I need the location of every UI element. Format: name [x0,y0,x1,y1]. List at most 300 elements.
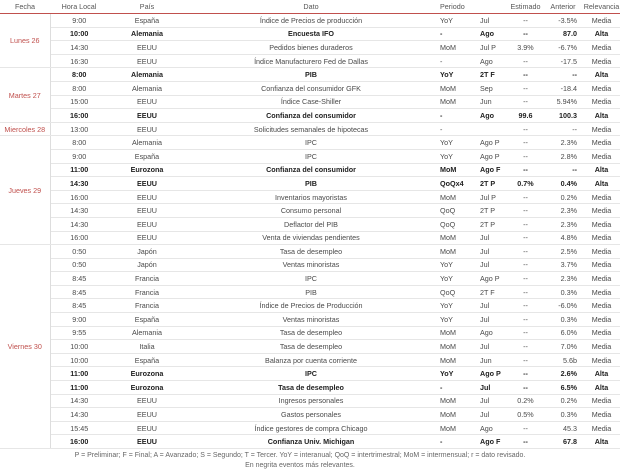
cell-hora: 15:00 [50,95,108,109]
table-row [0,217,620,231]
cell-periodo-ref [478,122,508,136]
table-row [0,163,620,177]
table-row [0,136,620,150]
cell-anterior: 5.94% [543,95,583,109]
cell-dato: Tasa de desempleo [186,245,436,259]
cell-periodo-ref: Jul [478,14,508,28]
cell-anterior: -- [543,122,583,136]
cell-hora: 11:00 [50,163,108,177]
cell-periodo: MoM [436,353,478,367]
cell-estimado: 0.7% [508,177,543,191]
cell-periodo: - [436,109,478,123]
cell-periodo-ref: Ago F [478,163,508,177]
cell-estimado: -- [508,204,543,218]
cell-estimado: -- [508,190,543,204]
cell-pais: Alemania [108,326,186,340]
table-row [0,408,620,422]
cell-relevancia: Media [583,272,620,286]
day-label: Viernes 30 [0,245,50,449]
cell-pais: EEUU [108,190,186,204]
cell-dato: Índice de Precios de producción [186,14,436,28]
table-row [0,122,620,136]
cell-periodo-ref: Sep [478,81,508,95]
cell-anterior: 0.2% [543,394,583,408]
cell-periodo: MoM [436,408,478,422]
cell-hora: 15:45 [50,421,108,435]
cell-dato: Índice Case-Shiller [186,95,436,109]
table-row [0,27,620,41]
cell-anterior: 3.7% [543,258,583,272]
cell-hora: 14:30 [50,41,108,55]
footnote-bold-note: En negrita eventos más relevantes. [0,461,600,470]
cell-estimado: -- [508,27,543,41]
cell-periodo: MoM [436,95,478,109]
table-row [0,326,620,340]
cell-anterior: 87.0 [543,27,583,41]
cell-periodo: QoQx4 [436,177,478,191]
cell-periodo: QoQ [436,204,478,218]
cell-periodo: MoM [436,41,478,55]
cell-periodo: - [436,27,478,41]
cell-relevancia: Media [583,340,620,354]
cell-estimado: -- [508,353,543,367]
cell-periodo-ref: Jul [478,245,508,259]
cell-periodo-ref: Jul [478,313,508,327]
cell-anterior: -6.7% [543,41,583,55]
cell-pais: EEUU [108,95,186,109]
cell-periodo: YoY [436,149,478,163]
table-row [0,204,620,218]
cell-hora: 8:00 [50,68,108,82]
cell-periodo-ref: Jul [478,408,508,422]
cell-dato: Confianza del consumidor [186,109,436,123]
cell-hora: 16:00 [50,109,108,123]
cell-relevancia: Media [583,408,620,422]
cell-periodo: YoY [436,136,478,150]
cell-dato: Ventas minoristas [186,313,436,327]
cell-anterior: 100.3 [543,109,583,123]
day-label: Lunes 26 [0,14,50,68]
cell-pais: España [108,149,186,163]
cell-anterior: 0.3% [543,408,583,422]
cell-hora: 8:00 [50,81,108,95]
cell-pais: Francia [108,299,186,313]
cell-estimado: -- [508,217,543,231]
cell-periodo-ref: Ago F [478,435,508,449]
header-periodo: Periodo [436,0,508,14]
cell-pais: España [108,14,186,28]
table-row [0,190,620,204]
cell-pais: EEUU [108,41,186,55]
table-row [0,353,620,367]
cell-relevancia: Alta [583,27,620,41]
cell-hora: 9:55 [50,326,108,340]
cell-estimado: -- [508,95,543,109]
cell-periodo-ref: Ago P [478,367,508,381]
cell-hora: 0:50 [50,245,108,259]
table-row [0,313,620,327]
cell-hora: 16:00 [50,190,108,204]
day-label: Martes 27 [0,68,50,122]
cell-periodo-ref: 2T P [478,177,508,191]
cell-dato: Confianza Univ. Michigan [186,435,436,449]
cell-pais: EEUU [108,54,186,68]
table-row [0,54,620,68]
cell-pais: EEUU [108,204,186,218]
cell-hora: 8:45 [50,285,108,299]
cell-estimado: -- [508,272,543,286]
cell-periodo-ref: 2T P [478,204,508,218]
cell-relevancia: Media [583,136,620,150]
cell-periodo: YoY [436,299,478,313]
cell-pais: Francia [108,272,186,286]
day-label: Jueves 29 [0,136,50,245]
cell-anterior: 5.6b [543,353,583,367]
cell-pais: EEUU [108,435,186,449]
table-row [0,394,620,408]
cell-periodo: MoM [436,163,478,177]
cell-anterior: 2.3% [543,204,583,218]
cell-anterior: 7.0% [543,340,583,354]
cell-dato: Tasa de desempleo [186,381,436,395]
cell-hora: 14:30 [50,394,108,408]
cell-relevancia: Media [583,299,620,313]
cell-hora: 16:00 [50,231,108,245]
cell-relevancia: Alta [583,177,620,191]
cell-periodo-ref: Jul P [478,190,508,204]
cell-periodo-ref: Jul [478,394,508,408]
cell-periodo: YoY [436,313,478,327]
cell-pais: Alemania [108,68,186,82]
cell-hora: 8:45 [50,272,108,286]
table-row [0,340,620,354]
cell-anterior: 2.3% [543,217,583,231]
cell-anterior: -- [543,68,583,82]
cell-anterior: 2.6% [543,367,583,381]
table-header [0,0,620,14]
cell-relevancia: Alta [583,109,620,123]
cell-periodo-ref: Ago [478,27,508,41]
cell-anterior: 0.4% [543,177,583,191]
cell-periodo: MoM [436,231,478,245]
cell-pais: Japón [108,245,186,259]
cell-estimado: -- [508,245,543,259]
cell-relevancia: Alta [583,163,620,177]
cell-estimado: -- [508,340,543,354]
cell-relevancia: Alta [583,367,620,381]
table-row [0,272,620,286]
cell-hora: 8:00 [50,136,108,150]
cell-dato: Gastos personales [186,408,436,422]
cell-periodo: YoY [436,68,478,82]
cell-estimado: -- [508,313,543,327]
cell-periodo: YoY [436,367,478,381]
cell-pais: Japón [108,258,186,272]
cell-periodo-ref: Jul [478,299,508,313]
cell-pais: España [108,313,186,327]
cell-dato: Índice Manufacturero Fed de Dallas [186,54,436,68]
cell-periodo-ref: Jul [478,231,508,245]
cell-periodo-ref: Jul P [478,41,508,55]
cell-anterior: 2.3% [543,272,583,286]
cell-periodo-ref: 2T F [478,285,508,299]
cell-dato: Consumo personal [186,204,436,218]
cell-hora: 10:00 [50,340,108,354]
cell-periodo-ref: Jun [478,95,508,109]
cell-pais: EEUU [108,421,186,435]
cell-pais: Alemania [108,136,186,150]
cell-estimado: -- [508,299,543,313]
cell-periodo-ref: Jul [478,258,508,272]
cell-anterior: -- [543,163,583,177]
header-hora: Hora Local [50,0,108,14]
cell-estimado: -- [508,136,543,150]
cell-anterior: 6.0% [543,326,583,340]
header-pais: País [108,0,186,14]
cell-dato: Encuesta IFO [186,27,436,41]
cell-dato: PIB [186,177,436,191]
cell-periodo-ref: Ago P [478,272,508,286]
cell-relevancia: Media [583,285,620,299]
cell-dato: Venta de viviendas pendientes [186,231,436,245]
cell-hora: 14:30 [50,217,108,231]
cell-periodo: MoM [436,326,478,340]
cell-pais: Eurozona [108,381,186,395]
cell-periodo-ref: Jul [478,381,508,395]
cell-periodo: - [436,435,478,449]
header-fecha: Fecha [0,0,50,14]
cell-dato: PIB [186,68,436,82]
cell-estimado: 99.6 [508,109,543,123]
cell-anterior: 2.3% [543,136,583,150]
table-row [0,381,620,395]
cell-dato: IPC [186,367,436,381]
table-row [0,285,620,299]
cell-estimado: -- [508,122,543,136]
cell-anterior: 2.8% [543,149,583,163]
table-row [0,109,620,123]
cell-periodo: MoM [436,81,478,95]
cell-pais: EEUU [108,231,186,245]
cell-estimado: -- [508,231,543,245]
cell-periodo: MoM [436,340,478,354]
cell-periodo-ref: Jun [478,353,508,367]
cell-relevancia: Media [583,190,620,204]
cell-dato: IPC [186,272,436,286]
cell-estimado: -- [508,435,543,449]
cell-estimado: -- [508,421,543,435]
cell-estimado: 0.5% [508,408,543,422]
cell-dato: Deflactor del PIB [186,217,436,231]
cell-dato: Balanza por cuenta corriente [186,353,436,367]
table-body [0,14,620,449]
cell-periodo-ref: Ago P [478,149,508,163]
cell-hora: 8:45 [50,299,108,313]
cell-anterior: 45.3 [543,421,583,435]
cell-hora: 9:00 [50,14,108,28]
cell-periodo: YoY [436,14,478,28]
cell-periodo-ref: Ago P [478,136,508,150]
cell-periodo: MoM [436,421,478,435]
cell-dato: Tasa de desempleo [186,340,436,354]
cell-relevancia: Media [583,326,620,340]
cell-pais: Alemania [108,81,186,95]
cell-anterior: -18.4 [543,81,583,95]
cell-dato: Ingresos personales [186,394,436,408]
cell-relevancia: Media [583,313,620,327]
cell-hora: 9:00 [50,149,108,163]
table-row [0,41,620,55]
cell-dato: IPC [186,136,436,150]
cell-anterior: 67.8 [543,435,583,449]
cell-relevancia: Media [583,41,620,55]
cell-hora: 10:00 [50,27,108,41]
cell-relevancia: Media [583,204,620,218]
cell-estimado: 3.9% [508,41,543,55]
cell-periodo-ref: Ago [478,421,508,435]
cell-estimado: -- [508,149,543,163]
cell-anterior: -3.5% [543,14,583,28]
cell-periodo-ref: 2T P [478,217,508,231]
footnote [0,449,600,470]
cell-pais: España [108,353,186,367]
cell-pais: Francia [108,285,186,299]
cell-hora: 14:30 [50,177,108,191]
table-row [0,177,620,191]
cell-pais: EEUU [108,122,186,136]
cell-relevancia: Media [583,14,620,28]
table-row [0,149,620,163]
header-estimado: Estimado [508,0,543,14]
cell-hora: 0:50 [50,258,108,272]
cell-estimado: -- [508,258,543,272]
cell-relevancia: Alta [583,435,620,449]
cell-periodo: YoY [436,272,478,286]
header-relevancia: Relevancia [583,0,620,14]
cell-hora: 14:30 [50,408,108,422]
cell-estimado: -- [508,54,543,68]
cell-dato: Índice de Precios de Producción [186,299,436,313]
table-row [0,231,620,245]
cell-hora: 10:00 [50,353,108,367]
cell-anterior: 4.8% [543,231,583,245]
cell-pais: Eurozona [108,367,186,381]
cell-relevancia: Media [583,231,620,245]
cell-estimado: -- [508,326,543,340]
cell-estimado: -- [508,81,543,95]
table-row [0,299,620,313]
cell-relevancia: Media [583,54,620,68]
cell-anterior: 2.5% [543,245,583,259]
header-anterior: Anterior [543,0,583,14]
cell-pais: EEUU [108,217,186,231]
cell-pais: EEUU [108,408,186,422]
cell-relevancia: Media [583,95,620,109]
cell-periodo-ref: Ago [478,54,508,68]
cell-pais: Italia [108,340,186,354]
cell-periodo-ref: 2T F [478,68,508,82]
cell-dato: Confianza del consumidor [186,163,436,177]
cell-relevancia: Media [583,394,620,408]
cell-hora: 11:00 [50,367,108,381]
table-row [0,81,620,95]
cell-relevancia: Media [583,245,620,259]
cell-dato: PIB [186,285,436,299]
cell-hora: 16:00 [50,435,108,449]
cell-periodo: MoM [436,394,478,408]
cell-periodo: - [436,54,478,68]
cell-relevancia: Media [583,421,620,435]
cell-periodo: QoQ [436,217,478,231]
table-row [0,258,620,272]
cell-estimado: -- [508,381,543,395]
cell-anterior: 0.2% [543,190,583,204]
table-row [0,245,620,259]
table-row [0,367,620,381]
cell-pais: EEUU [108,109,186,123]
table-row [0,68,620,82]
cell-estimado: 0.2% [508,394,543,408]
header-dato: Dato [186,0,436,14]
table-row [0,435,620,449]
cell-pais: EEUU [108,177,186,191]
cell-estimado: -- [508,285,543,299]
cell-dato: IPC [186,149,436,163]
cell-hora: 16:30 [50,54,108,68]
table-row [0,14,620,28]
cell-periodo-ref: Jul [478,340,508,354]
cell-relevancia: Alta [583,381,620,395]
cell-anterior: 6.5% [543,381,583,395]
cell-periodo-ref: Ago [478,326,508,340]
cell-estimado: -- [508,68,543,82]
cell-periodo: QoQ [436,285,478,299]
cell-periodo: YoY [436,258,478,272]
cell-anterior: -17.5 [543,54,583,68]
cell-periodo: - [436,381,478,395]
cell-relevancia: Media [583,122,620,136]
cell-relevancia: Media [583,258,620,272]
cell-dato: Solicitudes semanales de hipotecas [186,122,436,136]
cell-dato: Índice gestores de compra Chicago [186,421,436,435]
cell-estimado: -- [508,14,543,28]
cell-dato: Pedidos bienes duraderos [186,41,436,55]
cell-relevancia: Media [583,353,620,367]
day-label: Miercoles 28 [0,122,50,136]
table-row [0,421,620,435]
cell-hora: 9:00 [50,313,108,327]
cell-dato: Confianza del consumidor GFK [186,81,436,95]
cell-pais: Alemania [108,27,186,41]
cell-hora: 14:30 [50,204,108,218]
cell-relevancia: Alta [583,68,620,82]
cell-pais: Eurozona [108,163,186,177]
cell-relevancia: Media [583,217,620,231]
cell-anterior: 0.3% [543,313,583,327]
cell-anterior: 0.3% [543,285,583,299]
cell-periodo: MoM [436,245,478,259]
cell-periodo: MoM [436,190,478,204]
cell-relevancia: Media [583,81,620,95]
cell-estimado: -- [508,367,543,381]
cell-anterior: -6.0% [543,299,583,313]
cell-periodo: - [436,122,478,136]
table-row [0,95,620,109]
cell-dato: Tasa de desempleo [186,326,436,340]
cell-hora: 11:00 [50,381,108,395]
footnote-legend: P = Preliminar; F = Final; A = Avanzado; S = Segundo; T = Tercer. YoY = interanual; QoQ = intertrimestral; MoM = intermensual; r = dato revisado. [0,451,600,461]
cell-pais: EEUU [108,394,186,408]
